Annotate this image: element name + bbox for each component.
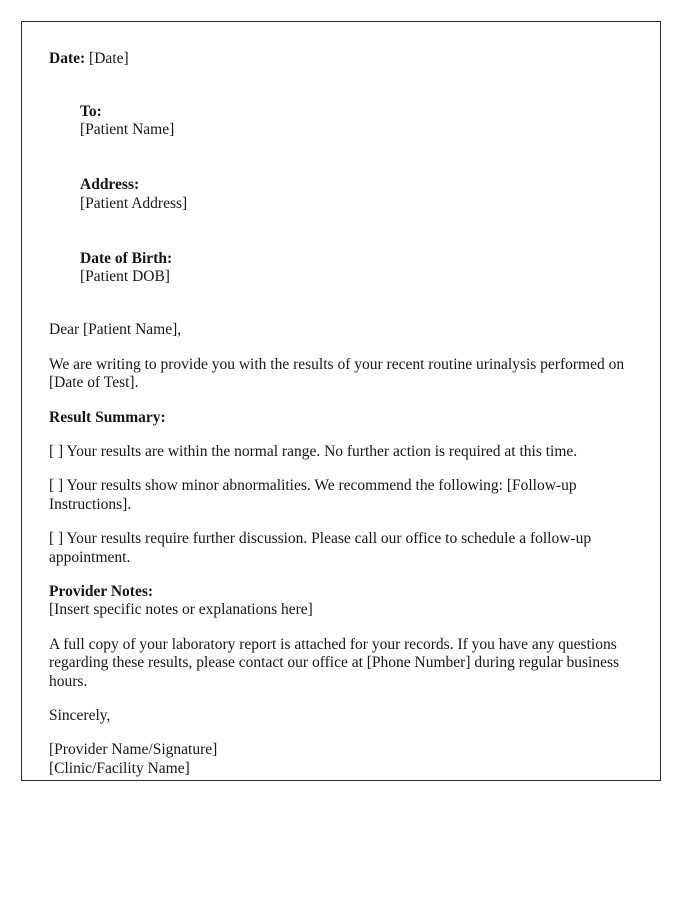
result-option-normal <box>49 443 626 461</box>
signature-block <box>49 741 626 778</box>
provider-notes-heading: Provider Notes: <box>49 582 154 600</box>
recipient-dob-line <box>49 232 626 306</box>
result-option-normal-text: Your results are within the normal range. No further action is required at this time. <box>66 442 578 460</box>
date-value: [Date] <box>89 50 129 67</box>
signoff: Sincerely, <box>49 706 111 724</box>
date-label: Date: <box>49 50 86 67</box>
intro-paragraph: We are writing to provide you with the results of your recent routine urinalysis performed on [Date of Test]. <box>49 355 625 392</box>
checkbox-further-discussion[interactable]: [ ] <box>49 530 64 548</box>
document-page <box>21 21 661 781</box>
result-option-further-discussion <box>49 530 626 567</box>
recipient-to-value: [Patient Name] <box>80 121 175 139</box>
provider-notes-value[interactable]: [Insert specific notes or explanations here] <box>49 601 313 619</box>
checkbox-minor-abnormalities[interactable]: [ ] <box>49 477 64 495</box>
result-option-minor-abnormalities <box>49 477 626 514</box>
result-option-further-discussion-text: Your results require further discussion. Please call our office to schedule a follow-up appointment. <box>49 530 592 566</box>
result-option-minor-abnormalities-text: Your results show minor abnormalities. We recommend the following: [Follow-up Instructions]. <box>49 477 577 513</box>
recipient-address-line <box>49 158 626 232</box>
salutation: Dear [Patient Name], <box>49 321 182 339</box>
checkbox-normal[interactable]: [ ] <box>49 442 64 460</box>
result-summary-heading: Result Summary: <box>49 408 166 426</box>
recipient-block <box>49 84 626 305</box>
signature-clinic: [Clinic/Facility Name] <box>49 759 190 777</box>
date-line <box>49 50 626 68</box>
closing-paragraph: A full copy of your laboratory report is attached for your records. If you have any questions regarding these results, please contact our office at [Phone Number] during regular business hours. <box>49 635 620 690</box>
signature-provider: [Provider Name/Signature] <box>49 741 218 759</box>
provider-notes-block <box>49 583 626 620</box>
recipient-dob-label: Date of Birth: <box>80 250 173 268</box>
recipient-address-label: Address: <box>80 176 140 194</box>
recipient-dob-value: [Patient DOB] <box>80 268 170 286</box>
recipient-to-label: To: <box>80 102 102 120</box>
letter-body <box>22 22 660 778</box>
recipient-address-value: [Patient Address] <box>80 194 188 212</box>
recipient-to-line <box>49 84 626 158</box>
